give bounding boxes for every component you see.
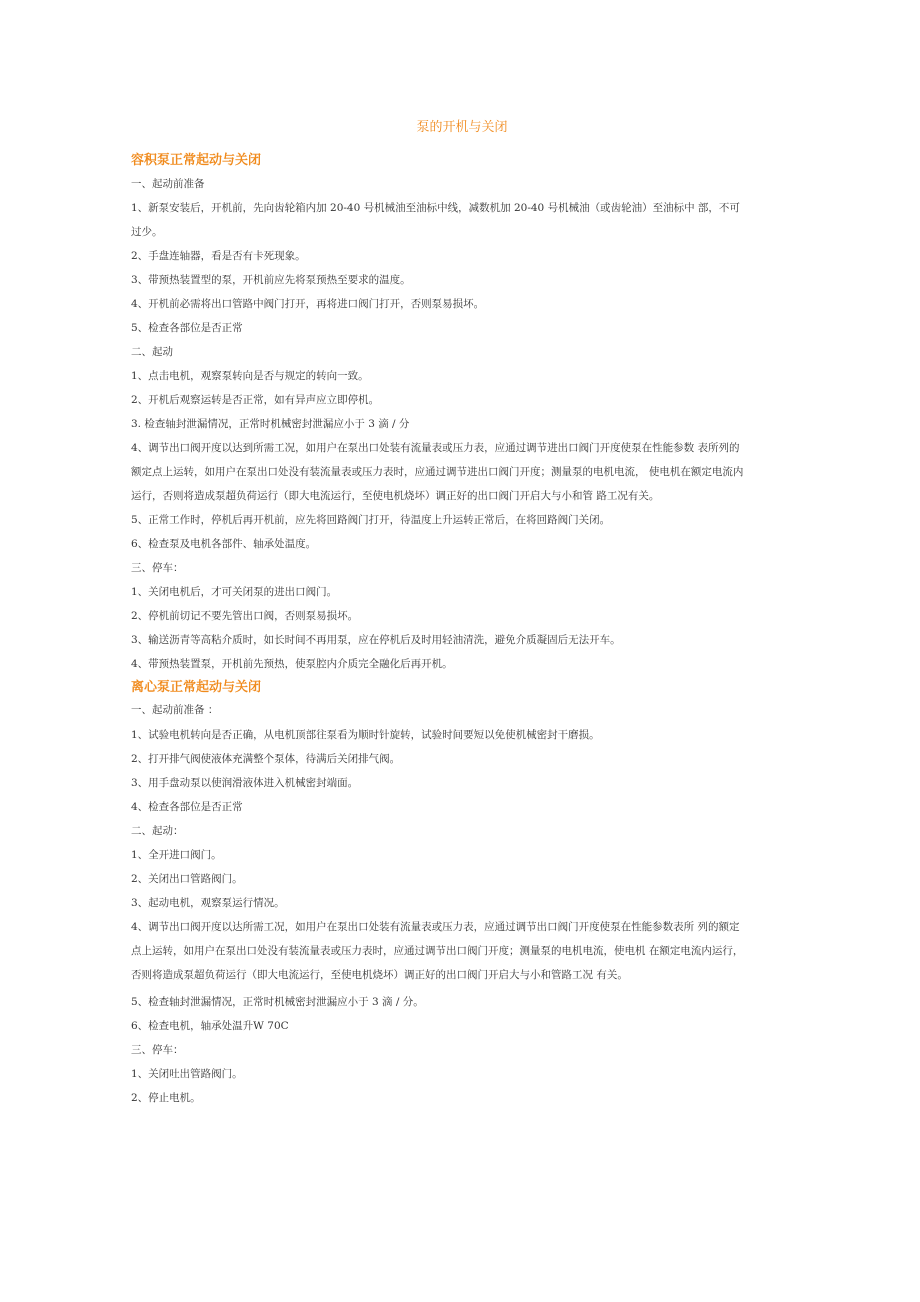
text-line: 4、带预热装置泵，开机前先预热，使泵腔内介质完全融化后再开机。 <box>131 658 453 670</box>
text-line: 二、起动 <box>131 346 173 358</box>
text-line: 1、新泵安装后，开机前，先向齿轮箱内加 20-40 号机械油至油标中线，减数机加 20-40 号机械油（或齿轮油）至油标中 部，不可 <box>131 202 740 214</box>
text-line: 4、调节出口阀开度以达所需工况，如用户在泵出口处装有流量表或压力表，应通过调节出口阀门开度使泵在性能参数表所 列的额定 <box>131 921 740 933</box>
text-line: 1、关闭电机后，才可关闭泵的进出口阀门。 <box>131 586 338 598</box>
section-heading-positive-displacement: 容积泵正常起动与关闭 <box>131 153 262 168</box>
text-line: 2、开机后观察运转是否正常，如有异声应立即停机。 <box>131 394 380 406</box>
text-line: 过少。 <box>131 226 163 238</box>
text-line: 1、关闭吐出管路阀门。 <box>131 1068 243 1080</box>
text-line: 1、全开进口阀门。 <box>131 849 222 861</box>
text-line: 3、输送沥青等高粘介质时，如长时间不再用泵，应在停机后及时用轻油清洗，避免介质凝固后无法开车。 <box>131 634 621 646</box>
text-line: 2、手盘连轴器，看是否有卡死现象。 <box>131 250 306 262</box>
text-line: 2、停止电机。 <box>131 1092 201 1104</box>
text-line: 3、起动电机，观察泵运行情况。 <box>131 897 285 909</box>
text-line: 4、检查各部位是否正常 <box>131 801 243 813</box>
text-line: 1、试验电机转向是否正确，从电机顶部往泵看为顺时针旋转，试验时间要短以免使机械密封干磨损。 <box>131 729 600 741</box>
text-line: 5、检查轴封泄漏情况，正常时机械密封泄漏应小于 3 滴 / 分。 <box>131 996 424 1008</box>
text-line: 5、正常工作时，停机后再开机前，应先将回路阀门打开，待温度上升运转正常后，在将回路阀门关闭。 <box>131 514 611 526</box>
text-line: 三、停车： <box>131 562 184 574</box>
text-line: 3、用手盘动泵以使润滑液体进入机械密封端面。 <box>131 777 359 789</box>
text-line: 一、起动前准备 <box>131 178 205 190</box>
text-line: 运行，否则将造成泵超负荷运行（即大电流运行，至使电机烧坏）调正好的出口阀门开启大与小和管 路工况有关。 <box>131 490 660 502</box>
text-line: 额定点上运转，如用户在泵出口处没有装流量表或压力表时，应通过调节进出口阀门开度；测量泵的电机电流， 使电机在额定电流内 <box>131 466 744 478</box>
text-line: 点上运转，如用户在泵出口处没有装流量表或压力表时，应通过调节出口阀门开度；测量泵的电机电流，使电机 在额定电流内运行， <box>131 945 744 957</box>
document-title: 泵的开机与关闭 <box>416 120 508 135</box>
text-line: 5、检查各部位是否正常 <box>131 322 243 334</box>
text-line: 2、关闭出口管路阀门。 <box>131 873 243 885</box>
section-heading-centrifugal: 离心泵正常起动与关闭 <box>131 680 262 695</box>
text-line: 4、开机前必需将出口管路中阀门打开，再将进口阀门打开，否则泵易损坏。 <box>131 298 485 310</box>
text-line: 4、调节出口阀开度以达到所需工况，如用户在泵出口处装有流量表或压力表，应通过调节进出口阀门开度使泵在性能参数 表所列的 <box>131 442 740 454</box>
text-line: 2、停机前切记不要先管出口阀，否则泵易损坏。 <box>131 610 359 622</box>
text-line: 否则将造成泵超负荷运行（即大电流运行，至使电机烧坏）调正好的出口阀门开启大与小和管路工况 有关。 <box>131 969 628 981</box>
text-line: 1、点击电机，观察泵转向是否与规定的转向一致。 <box>131 370 369 382</box>
text-line: 6、检查电机，轴承处温升W 70C <box>131 1020 289 1032</box>
text-line: 6、检查泵及电机各部件、轴承处温度。 <box>131 538 317 550</box>
text-line: 二、起动： <box>131 825 184 837</box>
text-line: 3、带预热装置型的泵，开机前应先将泵预热至要求的温度。 <box>131 274 411 286</box>
text-line: 2、打开排气阀使液体充满整个泵体，待满后关闭排气阀。 <box>131 753 401 765</box>
text-line: 一、起动前准备 ： <box>131 704 219 716</box>
text-line: 三、停车： <box>131 1044 184 1056</box>
text-line: 3. 检查轴封泄漏情况，正常时机械密封泄漏应小于 3 滴 / 分 <box>131 418 410 430</box>
